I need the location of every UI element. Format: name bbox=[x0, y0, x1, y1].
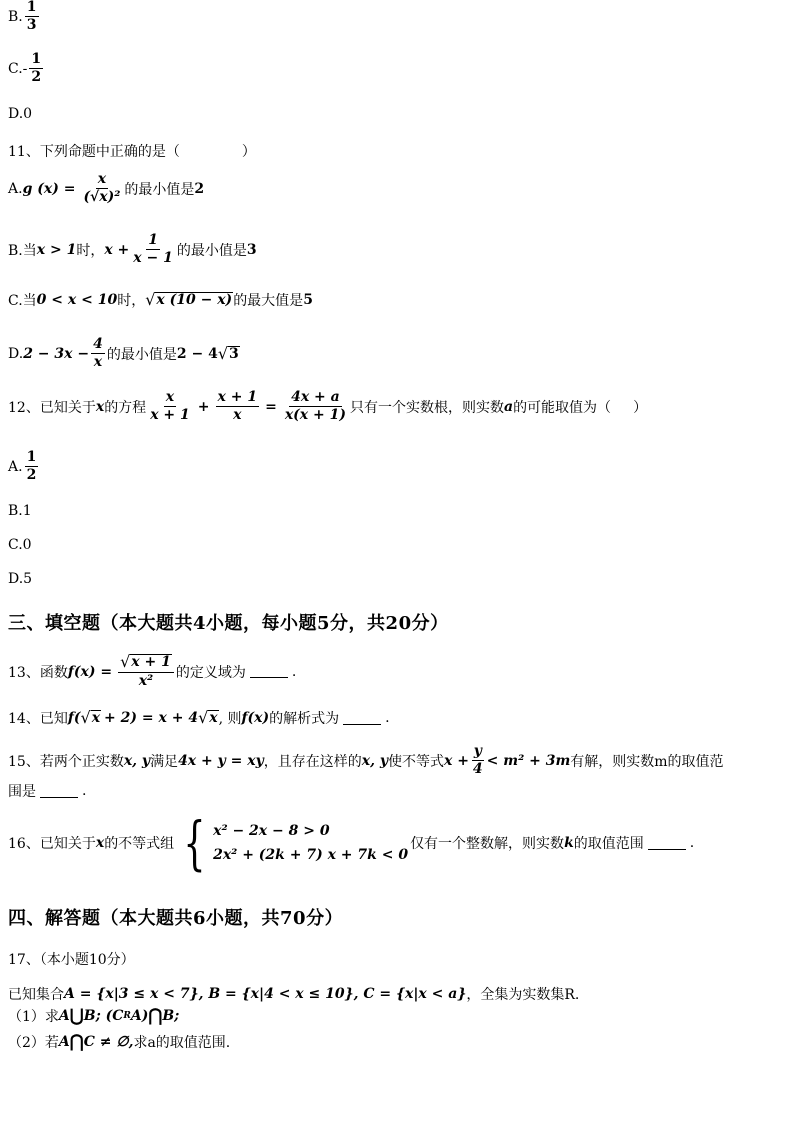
q12-option-c: C.0 bbox=[8, 537, 32, 553]
radical-icon: √ bbox=[120, 652, 131, 671]
fraction: $\frac{1}{2}$ bbox=[31, 51, 42, 85]
radical-icon: √ bbox=[80, 708, 91, 727]
sqrt: √ x bbox=[198, 708, 218, 727]
q15-line1: 15、若两个正实数 x, y 满足 4x + y = xy ，且存在这样的 x, y 使不等式 x + $\frac{y}{4}$ < m² + 3m 有解，则实数m的取值范 bbox=[8, 743, 724, 777]
fraction: $\frac{1}{x - 1}$ bbox=[133, 232, 173, 266]
sqrt: √ x + 1 bbox=[120, 652, 171, 671]
q12-option-b: B.1 bbox=[8, 503, 32, 519]
q16: 16、已知关于 x 的不等式组 { x² − 2x − 8 > 0 2x² + (2k + 7) x + 7k < 0 仅有一个整数解，则实数 k 的取值范围 . bbox=[8, 809, 695, 877]
q11-option-b: B.当 x > 1 时， x + $\frac{1}{x - 1}$ 的最小值是 3 bbox=[8, 232, 257, 266]
sqrt: √ x (10 − x) bbox=[145, 290, 233, 309]
q14: 14、已知 f( √ x + 2) = x + 4 √ x , 则 f(x) 的解析式为 . bbox=[8, 708, 390, 727]
fraction: $\frac{x + 1}{x}$ bbox=[217, 389, 258, 423]
answer-blank[interactable] bbox=[40, 785, 78, 798]
q10-option-d: D.0 bbox=[8, 106, 33, 122]
q10-option-c bbox=[8, 52, 45, 85]
left-brace-icon: { bbox=[183, 809, 206, 877]
radical-icon: √ bbox=[145, 290, 156, 309]
q17-given: 已知集合 A = {x|3 ≤ x < 7} , B = {x|4 < x ≤ 10} , C = {x|x < a} ，全集为实数集R. bbox=[8, 986, 580, 1003]
fraction: $\frac{y}{4}$ bbox=[472, 743, 483, 777]
q12-stem: 12、已知关于 x 的方程 $\frac{x}{x + 1}$ + $\frac{x + 1}{x}$ = $\frac{4x + a}{x(x + 1)}$ 只有一个实数根，则实数 a 的可能取值为（ ） bbox=[8, 389, 648, 423]
answer-blank[interactable] bbox=[343, 712, 381, 725]
q12-option-a: A. $\frac{1}{2}$ bbox=[8, 449, 37, 483]
fraction: $\frac{x}{\text{(√x)²}}$ bbox=[83, 171, 121, 205]
option-label: C.- bbox=[8, 60, 28, 77]
answer-blank[interactable] bbox=[250, 665, 288, 678]
inequality-system: { x² − 2x − 8 > 0 2x² + (2k + 7) x + 7k < 0 bbox=[183, 809, 409, 877]
fraction: $\frac{4x + a}{x(x + 1)}$ bbox=[284, 389, 346, 423]
sqrt: √ 3 bbox=[217, 343, 239, 363]
q10-option-b bbox=[8, 0, 41, 33]
q11-option-d: D. 2 − 3x − $\frac{4}{x}$ 的最小值是 2 − 4 √ 3 bbox=[8, 336, 239, 370]
fraction: $\frac{x}{x + 1}$ bbox=[150, 389, 190, 423]
math-expression: g (x) = bbox=[22, 180, 76, 197]
q13: 13、函数 f(x) = √ x + 1 x² 的定义域为 . bbox=[8, 652, 297, 689]
q11-option-c: C.当 0 < x < 10 时， √ x (10 − x) 的最大值是 5 bbox=[8, 290, 313, 309]
radical-icon: √ bbox=[198, 708, 209, 727]
sqrt: √ x bbox=[80, 708, 101, 727]
q15-line2: 围是 . bbox=[8, 783, 87, 800]
intersection-icon: ⋂ bbox=[148, 1006, 163, 1026]
fraction: $\frac{4}{x}$ bbox=[93, 336, 103, 370]
answer-blank[interactable] bbox=[648, 837, 686, 850]
section-heading: 四、解答题（本大题共6小题，共70分） bbox=[8, 908, 344, 929]
fraction: $\frac{1}{2}$ bbox=[26, 449, 37, 483]
q12-option-d: D.5 bbox=[8, 571, 33, 587]
q11-option-a: A. g (x) = $\frac{x}{\text{(√x)²}}$ 的最小值是 2 bbox=[8, 171, 205, 205]
intersection-icon: ⋂ bbox=[69, 1032, 84, 1052]
q17-part2: （2）若 A ⋂ C ≠ ∅, 求a的取值范围. bbox=[8, 1032, 231, 1052]
union-icon: ⋃ bbox=[69, 1006, 84, 1026]
radical-icon: √ bbox=[217, 343, 229, 363]
section-heading: 三、填空题（本大题共4小题，每小题5分，共20分） bbox=[8, 613, 449, 634]
q17-head: 17、（本小题10分） bbox=[8, 952, 135, 968]
q11-stem: 11、下列命题中正确的是（ ） bbox=[8, 144, 256, 160]
option-label: B. bbox=[8, 8, 23, 25]
q17-part1: （1）求 A ⋃ B; (C R A) ⋂ B; bbox=[8, 1006, 180, 1026]
fraction: $\frac{1}{3}$ bbox=[26, 0, 37, 33]
fraction: √ x + 1 x² bbox=[118, 654, 174, 689]
